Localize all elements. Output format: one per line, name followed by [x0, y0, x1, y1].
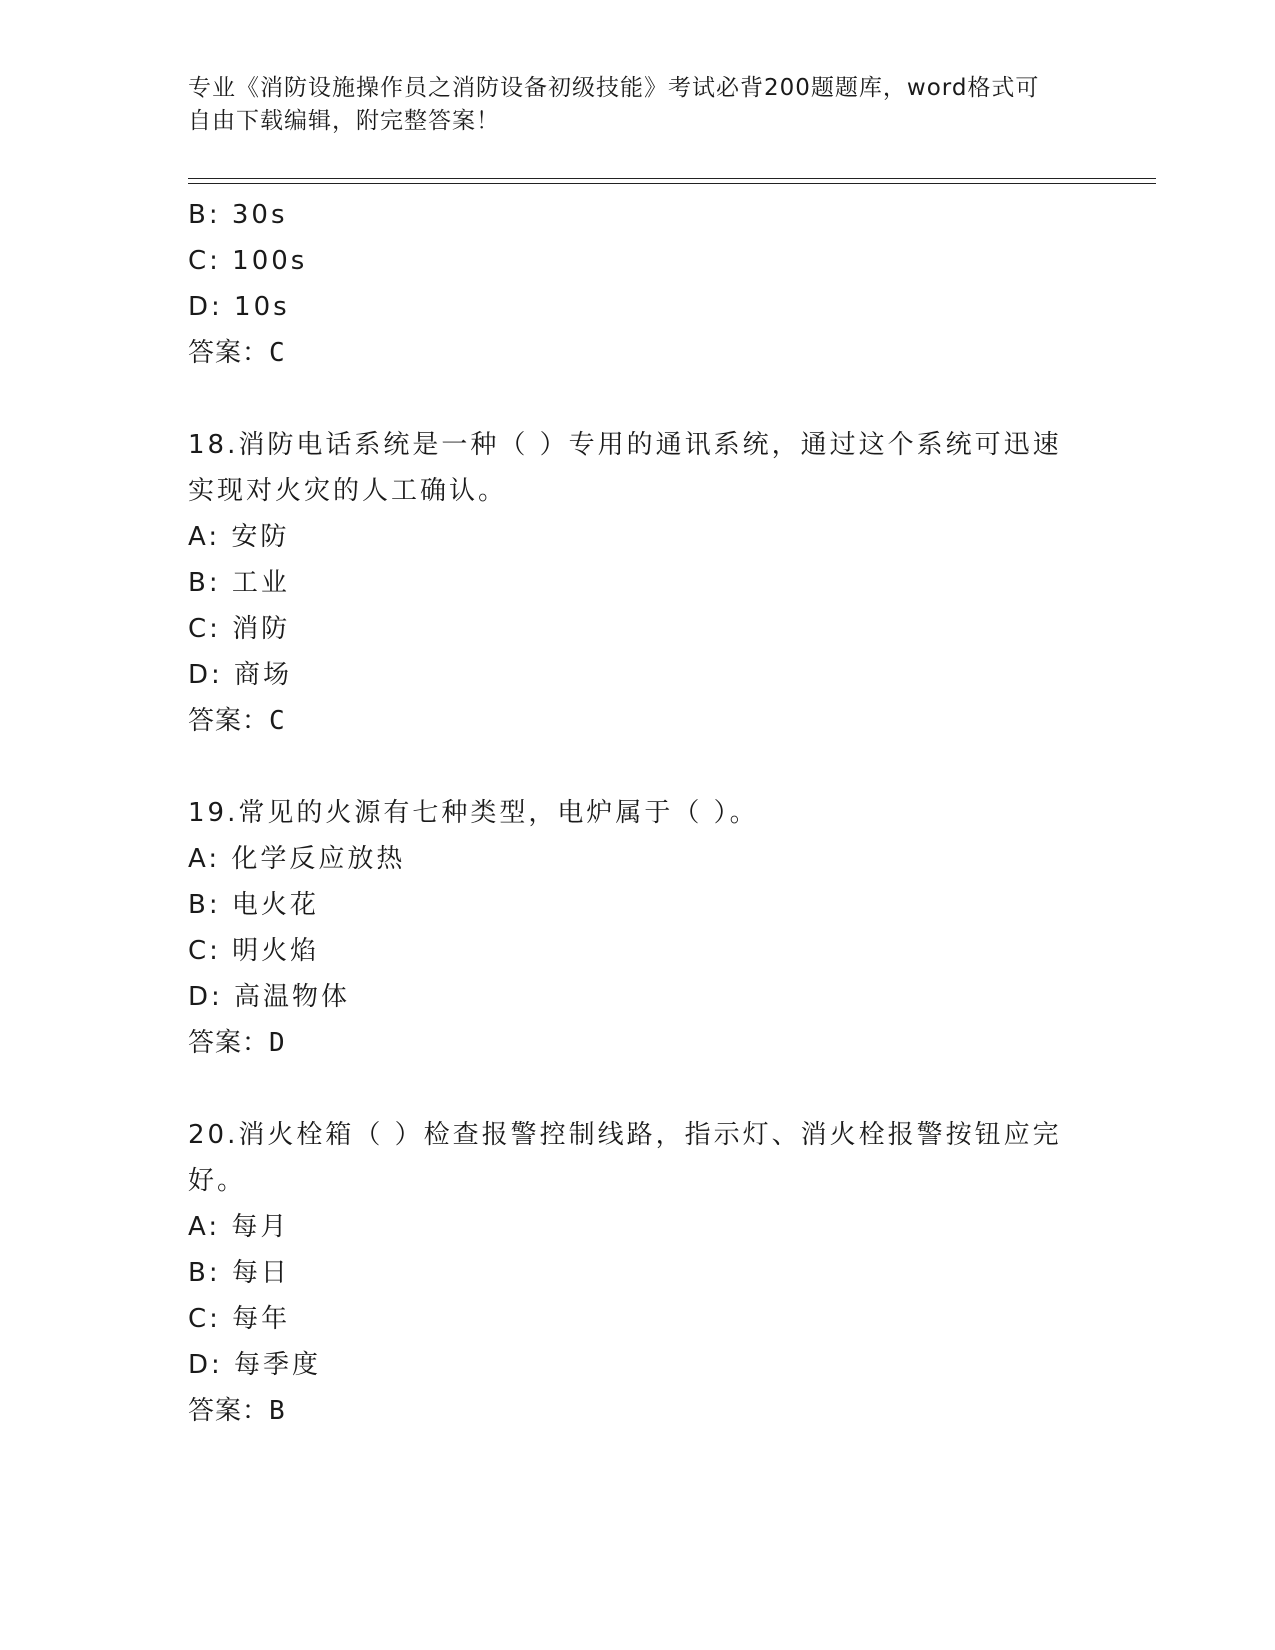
header-divider-top	[188, 178, 1156, 179]
option-b: B: 每日	[188, 1258, 290, 1288]
option-a: A: 每月	[188, 1212, 290, 1242]
option-d: D: 商场	[188, 660, 293, 690]
question-20	[188, 1112, 1088, 1434]
answer-line: 答案：D	[188, 1028, 286, 1058]
header-divider-bottom	[188, 183, 1156, 184]
question-list	[188, 192, 1088, 1434]
question-18	[188, 422, 1088, 744]
question-text-line-2: 好。	[188, 1166, 247, 1196]
option-a: A: 安防	[188, 522, 290, 552]
answer-line: 答案：B	[188, 1396, 286, 1426]
option-b: B: 工业	[188, 568, 290, 598]
page-header	[188, 72, 1088, 138]
question-text-line-2: 实现对火灾的人工确认。	[188, 476, 508, 506]
option-d: D: 每季度	[188, 1350, 322, 1380]
question-17-continued	[188, 192, 1088, 376]
option-a: A: 化学反应放热	[188, 844, 406, 874]
option-b: B: 电火花	[188, 890, 319, 920]
option-d: D: 10s	[188, 292, 290, 322]
option-c: C: 明火焰	[188, 936, 320, 966]
option-c: C: 每年	[188, 1304, 291, 1334]
option-b: B: 30s	[188, 200, 288, 230]
question-19	[188, 790, 1088, 1066]
question-text-line-1: 18.消防电话系统是一种（ ）专用的通讯系统，通过这个系统可迅速	[188, 430, 1062, 460]
header-line-2: 自由下载编辑，附完整答案！	[188, 108, 500, 134]
option-d: D: 高温物体	[188, 982, 351, 1012]
answer-line: 答案：C	[188, 338, 286, 368]
option-c: C: 消防	[188, 614, 291, 644]
answer-line: 答案：C	[188, 706, 286, 736]
option-c: C: 100s	[188, 246, 308, 276]
header-line-1: 专业《消防设施操作员之消防设备初级技能》考试必背200题题库，word格式可	[188, 75, 1040, 101]
question-text-line-1: 19.常见的火源有七种类型，电炉属于（ ）。	[188, 798, 759, 828]
question-text-line-1: 20.消火栓箱（ ）检查报警控制线路，指示灯、消火栓报警按钮应完	[188, 1120, 1062, 1150]
